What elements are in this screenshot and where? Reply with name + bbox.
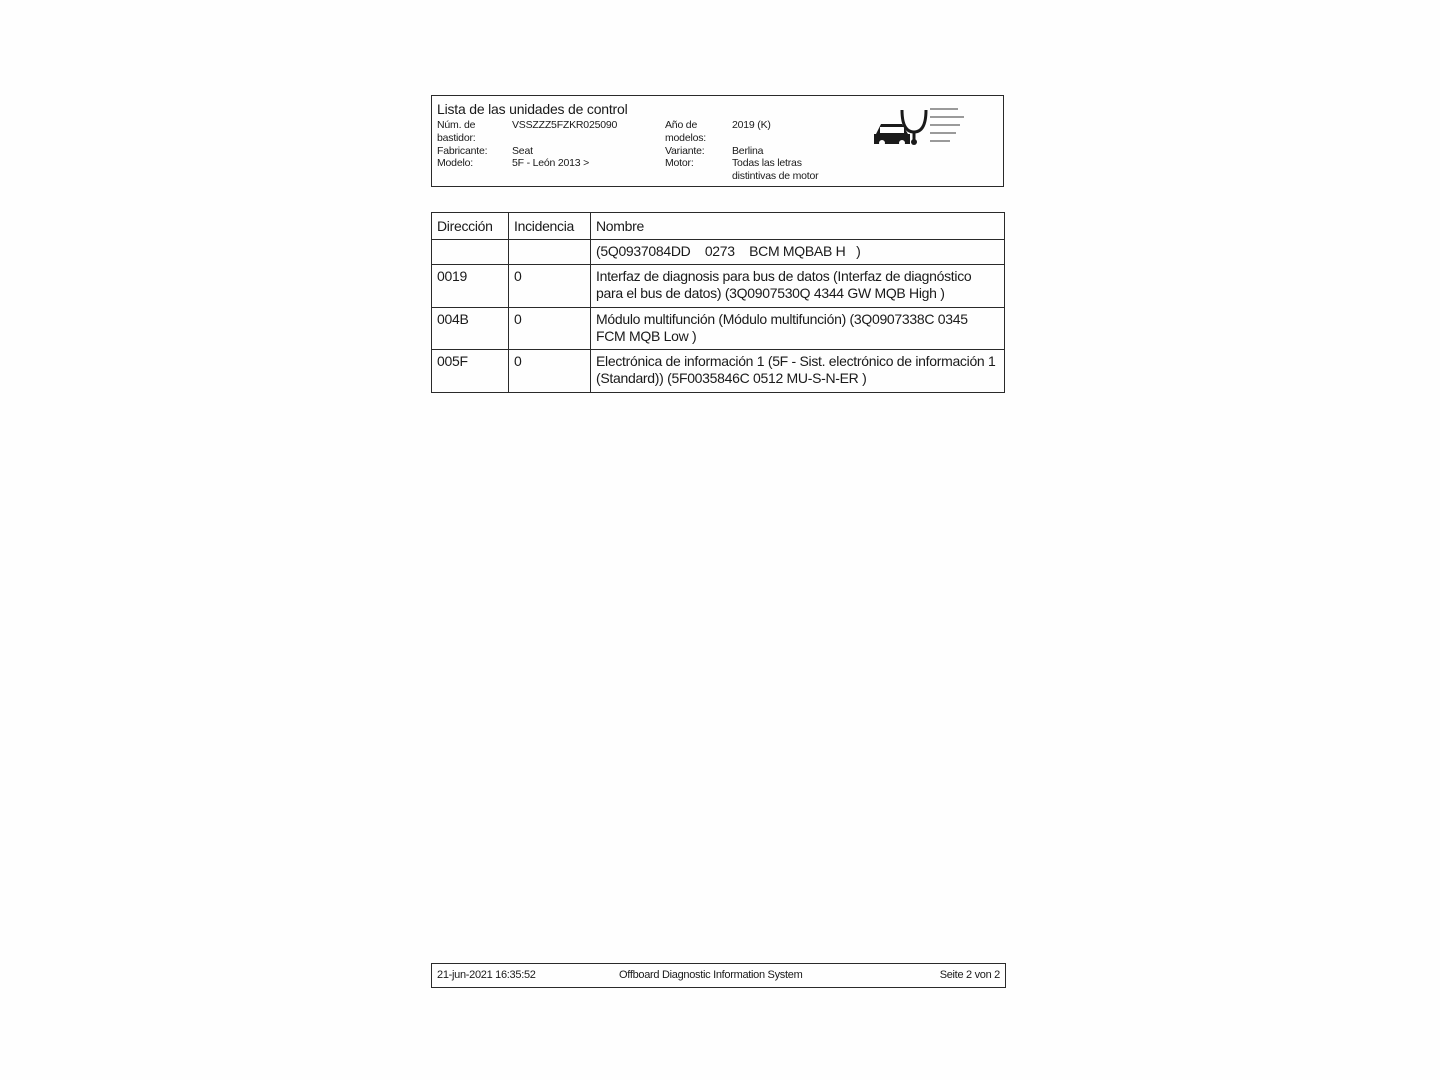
cell-name: Módulo multifunción (Módulo multifunción) (3Q0907338C 0345 FCM MQB Low ) bbox=[591, 308, 1005, 350]
value-blank-2 bbox=[732, 132, 882, 145]
cell-address: 004B bbox=[432, 308, 509, 350]
table-row bbox=[432, 350, 1005, 393]
footer-datetime: 21-jun-2021 16:35:52 bbox=[437, 969, 536, 981]
table-row bbox=[432, 308, 1005, 350]
label-variant: Variante: bbox=[665, 144, 705, 157]
value-engine-2: distintivas de motor bbox=[732, 170, 819, 183]
cell-name: (5Q0937084DD 0273 BCM MQBAB H ) bbox=[591, 240, 1005, 265]
value-engine-1: Todas las letras bbox=[732, 157, 802, 170]
label-model-year-2: modelos: bbox=[665, 131, 707, 144]
cell-name: Interfaz de diagnosis para bus de datos (Interfaz de diagnóstico para el bus de datos) (3Q0907530Q 4344 GW MQB High ) bbox=[591, 265, 1005, 308]
vehicle-labels-right bbox=[665, 119, 727, 170]
label-vin-1: Núm. de bbox=[437, 119, 476, 131]
value-manufacturer: Seat bbox=[512, 144, 533, 157]
cell-incident bbox=[509, 240, 591, 265]
value-vin: VSSZZZ5FZKR025090 bbox=[512, 119, 618, 131]
column-header-name: Nombre bbox=[591, 213, 1005, 240]
column-header-incident: Incidencia bbox=[509, 213, 591, 240]
table-row bbox=[432, 265, 1005, 308]
label-model-year-1: Año de bbox=[665, 119, 698, 131]
control-units-table bbox=[431, 212, 1005, 393]
value-model-year: 2019 (K) bbox=[732, 119, 771, 131]
cell-address: 0019 bbox=[432, 265, 509, 308]
label-manufacturer: Fabricante: bbox=[437, 144, 488, 157]
value-variant: Berlina bbox=[732, 144, 764, 157]
value-blank bbox=[512, 132, 662, 145]
cell-name: Electrónica de información 1 (5F - Sist. electrónico de información 1 (Standard)) (5F0035846C 0512 MU-S-N-ER ) bbox=[591, 350, 1005, 393]
table-row bbox=[432, 240, 1005, 265]
cell-address: 005F bbox=[432, 350, 509, 393]
cell-incident: 0 bbox=[509, 308, 591, 350]
value-model: 5F - León 2013 > bbox=[512, 157, 590, 170]
footer-page-number: Seite 2 von 2 bbox=[939, 969, 1000, 981]
vehicle-values-left bbox=[512, 119, 662, 170]
footer-system-name: Offboard Diagnostic Information System bbox=[619, 969, 803, 981]
vehicle-labels-left bbox=[437, 119, 507, 170]
document-header bbox=[431, 95, 1004, 187]
label-engine: Motor: bbox=[665, 157, 694, 170]
vehicle-values-right bbox=[732, 119, 882, 183]
label-model: Modelo: bbox=[437, 157, 473, 170]
column-header-address: Dirección bbox=[432, 213, 509, 240]
cell-incident: 0 bbox=[509, 265, 591, 308]
cell-address bbox=[432, 240, 509, 265]
label-vin-2: bastidor: bbox=[437, 131, 476, 144]
table-header-row bbox=[432, 213, 1005, 240]
cell-incident: 0 bbox=[509, 350, 591, 393]
diagnostic-car-logo-icon bbox=[872, 104, 982, 148]
document-title: Lista de las unidades de control bbox=[437, 101, 628, 117]
document-footer bbox=[431, 963, 1006, 988]
